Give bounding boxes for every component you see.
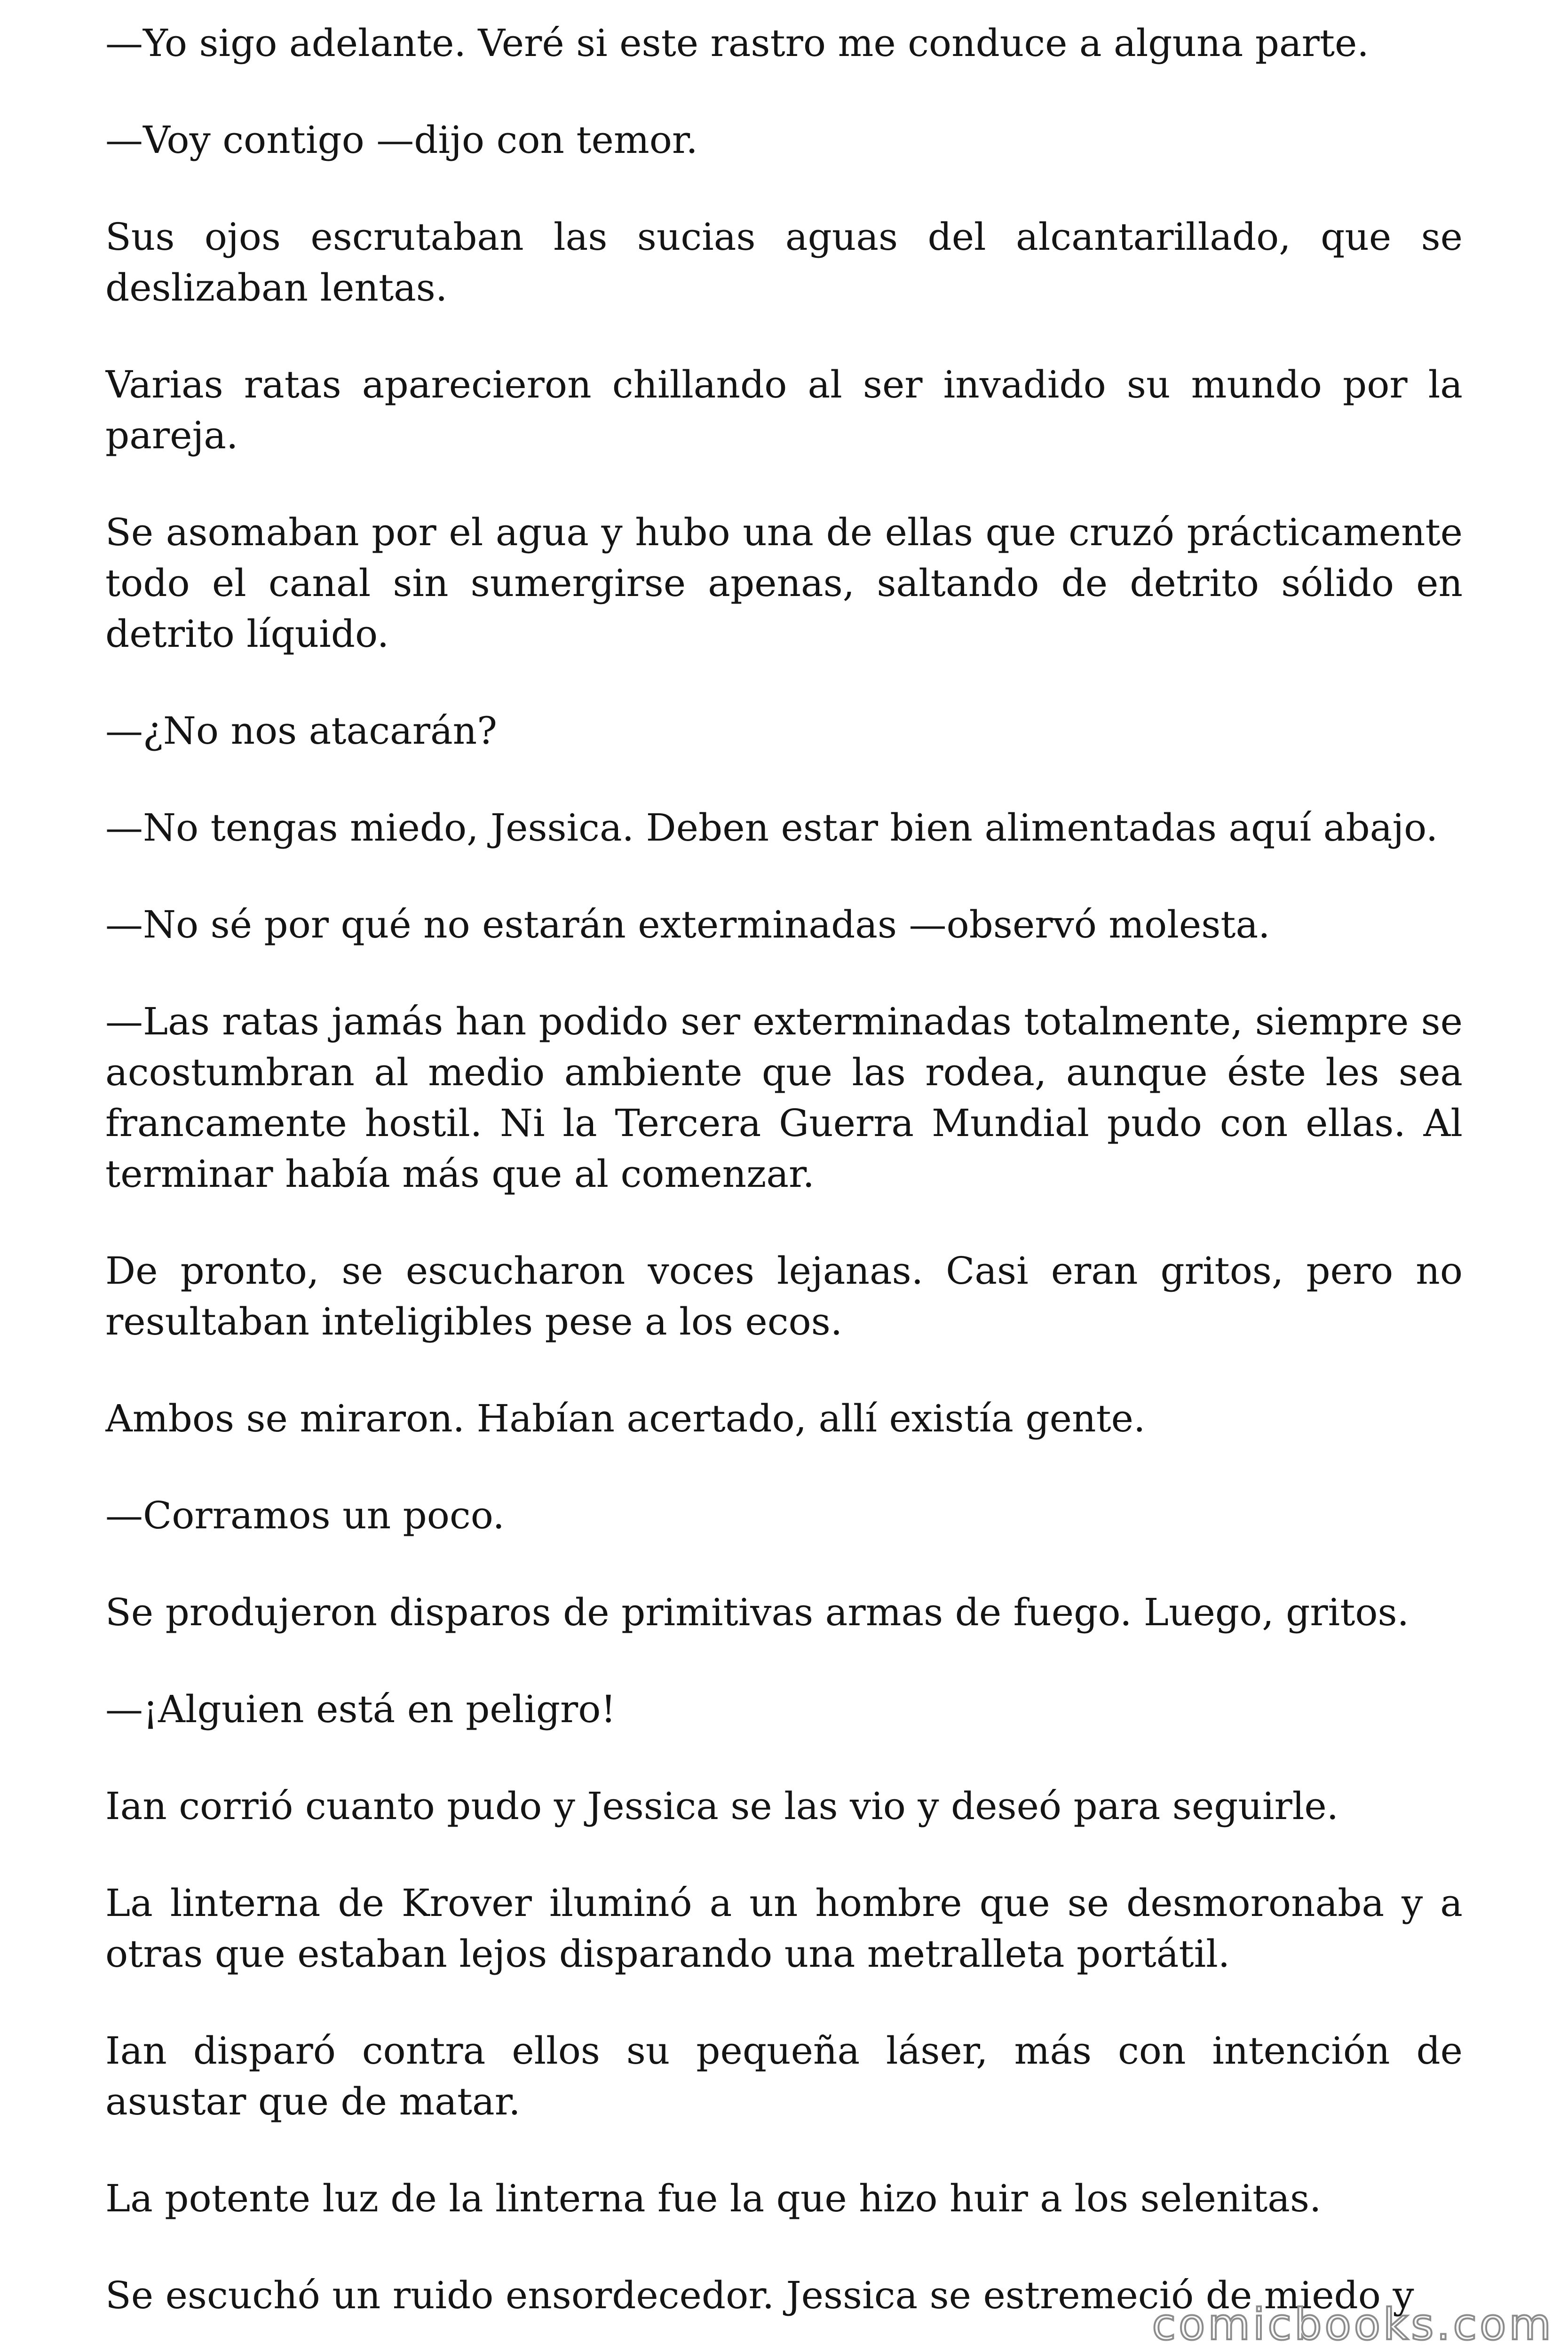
paragraph-8: —No sé por qué no estarán exterminadas —observó molesta. [105,903,1270,946]
paragraph-16: La linterna de Krover iluminó a un hombre que se desmoronaba y a otras que estaban lejos disparando una metralleta portátil. [105,1881,1463,1976]
paragraph-9: —Las ratas jamás han podido ser exterminadas totalmente, siempre se acostumbran al medio ambiente que las rodea, aunque éste les sea francamente hostil. Ni la Tercera Guerra Mundial pudo con ellas. Al terminar había más que al comenzar. [105,1000,1463,1196]
paragraph-14: —¡Alguien está en peligro! [105,1687,616,1731]
text-column [105,18,1463,2352]
paragraph-19: Se escuchó un ruido ensordecedor. Jessica se estremeció de miedo y [105,2273,1414,2317]
paragraph-12: —Corramos un poco. [105,1494,505,1537]
paragraph-18: La potente luz de la linterna fue la que hizo huir a los selenitas. [105,2177,1322,2220]
paragraph-4: Varias ratas aparecieron chillando al ser invadido su mundo por la pareja. [105,363,1463,457]
paragraph-17: Ian disparó contra ellos su pequeña láser, más con intención de asustar que de matar. [105,2029,1463,2123]
paragraph-11: Ambos se miraron. Habían acertado, allí existía gente. [105,1397,1146,1440]
paragraph-7: —No tengas miedo, Jessica. Deben estar bien alimentadas aquí abajo. [105,806,1438,850]
watermark: comicbooks.com [1152,2299,1554,2350]
paragraph-2: —Voy contigo —dijo con temor. [105,118,698,162]
paragraph-3: Sus ojos escrutaban las sucias aguas del alcantarillado, que se deslizaban lentas. [105,215,1463,310]
paragraph-10: De pronto, se escucharon voces lejanas. Casi eran gritos, pero no resultaban inteligibles pese a los ecos. [105,1249,1463,1343]
paragraph-15: Ian corrió cuanto pudo y Jessica se las vio y deseó para seguirle. [105,1784,1339,1828]
paragraph-13: Se produjeron disparos de primitivas armas de fuego. Luego, gritos. [105,1590,1409,1634]
paragraph-1: —Yo sigo adelante. Veré si este rastro me conduce a alguna parte. [105,21,1369,65]
paragraph-5: Se asomaban por el agua y hubo una de ellas que cruzó prácticamente todo el canal sin sumergirse apenas, saltando de detrito sólido en detrito líquido. [105,510,1463,656]
paragraph-6: —¿No nos atacarán? [105,709,498,753]
